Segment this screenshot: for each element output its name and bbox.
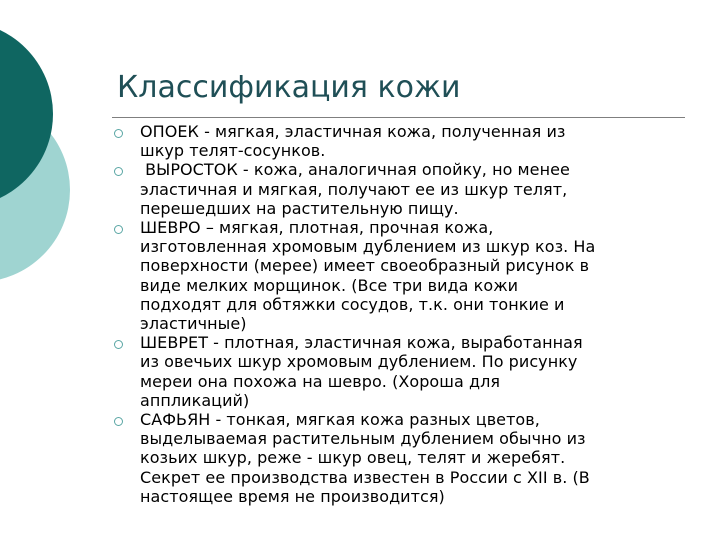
bullet-line: ОПОЕК - мягкая, эластичная кожа, полученная из	[140, 122, 566, 141]
bullet-line: шкур телят-сосунков.	[140, 141, 326, 161]
title-divider-line	[112, 117, 685, 118]
dark-teal-circle	[0, 21, 53, 207]
bullet-line: подходят для обтяжки сосудов, т.к. они тонкие и	[140, 294, 565, 314]
slide-title: Классификация кожи	[117, 70, 461, 105]
bullet-line: Секрет ее производства известен в России с XII в. (В	[140, 467, 590, 487]
decorative-teal-circles	[0, 0, 120, 540]
bullet-line: выделываемая растительным дублением обычно из	[140, 429, 586, 449]
bullet-line: эластичная и мягкая, получают ее из шкур телят,	[140, 179, 568, 199]
bullet-line: перешедших на растительную пищу.	[140, 198, 459, 218]
bullet-item-opoek	[112, 122, 672, 160]
bullet-line: виде мелких морщинок. (Все три вида кожи	[140, 275, 519, 295]
bullet-line: САФЬЯН - тонкая, мягкая кожа разных цветов,	[140, 410, 540, 430]
hollow-circle-bullet-icon	[114, 340, 123, 349]
hollow-circle-bullet-icon	[114, 225, 123, 234]
bullet-line: ШЕВРЕТ - плотная, эластичная кожа, выработанная	[140, 333, 583, 353]
bullet-item-shevret	[112, 333, 672, 410]
bullet-line: настоящее время не производится)	[140, 486, 445, 506]
bullet-line: аппликаций)	[140, 390, 250, 410]
bullet-item-shevro	[112, 218, 672, 333]
bullet-item-vyrostok	[112, 160, 672, 218]
hollow-circle-bullet-icon	[114, 167, 123, 176]
bullet-line: из овечьих шкур хромовым дублением. По рисунку	[140, 352, 578, 372]
bullet-line: эластичные)	[140, 314, 247, 334]
hollow-circle-bullet-icon	[114, 417, 123, 426]
bullet-line: козьих шкур, реже - шкур овец, телят и жеребят.	[140, 448, 566, 468]
bullet-line: ВЫРОСТОК - кожа, аналогичная опойку, но менее	[140, 160, 570, 180]
hollow-circle-bullet-icon	[114, 129, 123, 138]
bullet-item-safyan	[112, 410, 672, 506]
light-teal-circle	[0, 98, 70, 282]
bullet-line: мереи она похожа на шевро. (Хороша для	[140, 371, 501, 391]
bullet-line: поверхности (мерее) имеет своеобразный рисунок в	[140, 256, 590, 276]
bullet-line: ШЕВРО – мягкая, плотная, прочная кожа,	[140, 218, 494, 238]
bullet-list	[112, 122, 672, 506]
bullet-line: изготовленная хромовым дублением из шкур коз. На	[140, 237, 596, 257]
